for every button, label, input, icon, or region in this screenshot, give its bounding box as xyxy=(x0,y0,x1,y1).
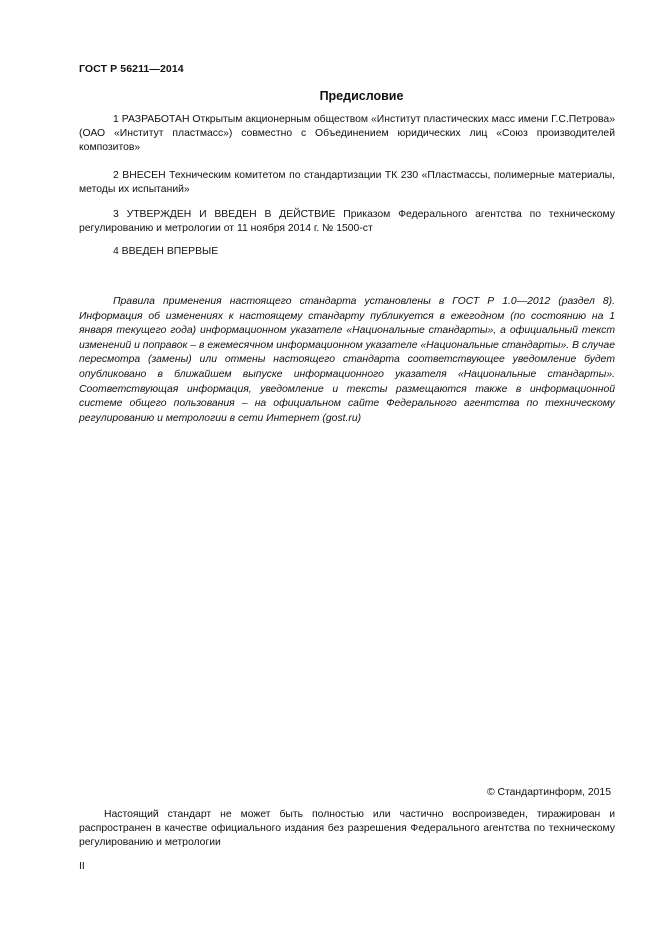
foreword-item-developed: 1 РАЗРАБОТАН Открытым акционерным обществом «Институт пластических масс имени Г.С.Петрова» (ОАО «Институт пластмасс») совместно с Объединением юридических лиц «Союз производителей композитов» xyxy=(79,114,615,154)
foreword-item-introduced: 2 ВНЕСЕН Техническим комитетом по стандартизации ТК 230 «Пластмассы, полимерные материалы, методы их испытаний» xyxy=(79,170,615,196)
reproduction-rights-notice: Настоящий стандарт не может быть полностью или частично воспроизведен, тиражирован и распространен в качестве официального издания без разрешения Федерального агентства по техническому регулированию и метрологии xyxy=(79,809,615,849)
application-rules-notice: Правила применения настоящего стандарта установлены в ГОСТ Р 1.0—2012 (раздел 8). Информация об изменениях к настоящему стандарту публикуется в ежегодном (по состоянию на 1 января текущего года) информационном указателе «Национальные стандарты», а официальный текст изменений и поправок – в ежемесячном информационном указателе «Национальные стандарты». В случае пересмотра (замены) или отмены настоящего стандарта соответствующее уведомление будет опубликовано в ближайшем выпуске информационного указателя «Национальные стандарты». Соответствующая информация, уведомление и тексты размещаются также в информационной системе общего пользования – на официальном сайте Федерального агентства по техническому регулированию и метрологии в сети Интернет (gost.ru) xyxy=(79,296,615,424)
foreword-item-first-introduced: 4 ВВЕДЕН ВПЕРВЫЕ xyxy=(113,246,219,257)
copyright-line: © Стандартинформ, 2015 xyxy=(486,787,611,798)
foreword-title-text: Предисловие xyxy=(319,89,404,103)
foreword-title xyxy=(0,89,661,103)
foreword-item-approved: 3 УТВЕРЖДЕН И ВВЕДЕН В ДЕЙСТВИЕ Приказом Федерального агентства по техническому регулированию и метрологии от 11 ноября 2014 г. № 1500-ст xyxy=(79,209,615,235)
document-code-header: ГОСТ Р 56211—2014 xyxy=(79,63,184,75)
page-number: II xyxy=(79,861,85,872)
